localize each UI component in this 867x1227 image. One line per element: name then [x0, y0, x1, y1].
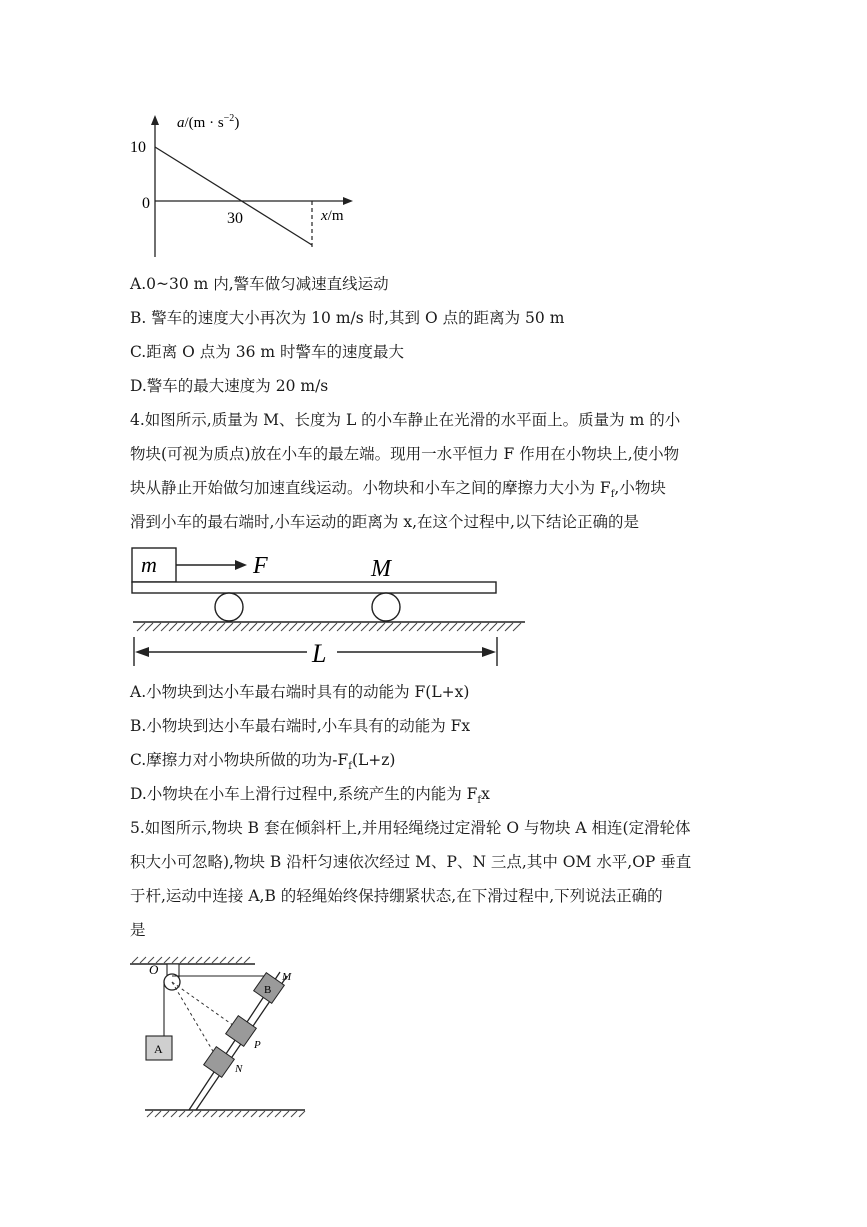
- block-at-p: [226, 1016, 257, 1047]
- acceleration-graph: [125, 105, 370, 265]
- cart-wheel-right: [372, 593, 400, 621]
- pulley-figure: [125, 950, 320, 1120]
- q5-stem-line3: 于杆,运动中连接 A,B 的轻绳始终保持绷紧状态,在下滑过程中,下列说法正确的: [130, 887, 663, 905]
- block-a-label: A: [154, 1042, 163, 1056]
- q4-stem-line3: 块从静止开始做匀加速直线运动。小物块和小车之间的摩擦力大小为 $F_f$,小物块: [130, 479, 666, 501]
- cart-wheel-left: [215, 593, 243, 621]
- q3-option-c: C.距离 O 点为 36 m 时警车的速度最大: [130, 343, 404, 361]
- q5-stem-line4: 是: [130, 921, 146, 939]
- q3-option-a: A.0~30 m 内,警车做匀减速直线运动: [130, 275, 389, 293]
- x-axis-label-var: x: [321, 208, 328, 224]
- block-m-label: m: [141, 552, 157, 577]
- q4-stem-line4: 滑到小车的最右端时,小车运动的距离为 x,在这个过程中,以下结论正确的是: [130, 513, 639, 531]
- svg-text:x/m: [320, 208, 344, 224]
- block-at-n: [204, 1047, 235, 1078]
- q4-stem-line1: 4.如图所示,质量为 M、长度为 L 的小车静止在光滑的水平面上。质量为 m 的小: [130, 411, 681, 429]
- y-axis-label-unit: /(m · s: [184, 115, 224, 131]
- point-n-label: N: [235, 1063, 243, 1075]
- q3-option-b: B. 警车的速度大小再次为 10 m/s 时,其到 O 点的距离为 50 m: [130, 309, 565, 327]
- y-tick-10: 10: [130, 139, 146, 156]
- x-tick-30: 30: [227, 210, 243, 227]
- q5-stem-line1: 5.如图所示,物块 B 套在倾斜杆上,并用轻绳绕过定滑轮 O 与物块 A 相连(定滑轮体: [130, 819, 691, 837]
- q4-option-a: A.小物块到达小车最右端时具有的动能为 F(L+x): [130, 683, 470, 701]
- origin-label: 0: [142, 195, 150, 212]
- length-label: L: [312, 639, 327, 668]
- cart-figure: [125, 540, 535, 675]
- cart-mass-label: M: [371, 556, 391, 582]
- point-p-label: P: [254, 1039, 261, 1051]
- q4-stem-line2: 物块(可视为质点)放在小车的最左端。现用一水平恒力 F 作用在小物块上,使小物: [130, 445, 680, 463]
- q4-option-d: D.小物块在小车上滑行过程中,系统产生的内能为 $F_fx$: [130, 785, 490, 807]
- acceleration-line: [155, 147, 312, 245]
- q5-stem-line2: 积大小可忽略),物块 B 沿杆匀速依次经过 M、P、N 三点,其中 OM 水平,OP 垂直: [130, 853, 692, 871]
- force-label: F: [253, 553, 268, 579]
- block-b-label: B: [264, 984, 272, 996]
- block-b-m: [254, 973, 285, 1004]
- q4-option-c: C.摩擦力对小物块所做的功为$-F_f(L+z)$: [130, 751, 396, 773]
- y-axis-label-exp: −2: [223, 113, 235, 124]
- q4-option-b: B.小物块到达小车最右端时,小车具有的动能为 Fx: [130, 717, 471, 735]
- pulley-o-label: O: [149, 962, 159, 977]
- cart-plank: [132, 582, 496, 593]
- q3-option-d: D.警车的最大速度为 20 m/s: [130, 377, 329, 395]
- y-axis-label-var: a: [177, 115, 185, 131]
- x-axis-label-unit: /m: [327, 208, 344, 224]
- point-m-label: M: [282, 971, 292, 983]
- svg-text:a/(m · s−2): $a/(m \cdot s^{-2})$: [177, 113, 240, 131]
